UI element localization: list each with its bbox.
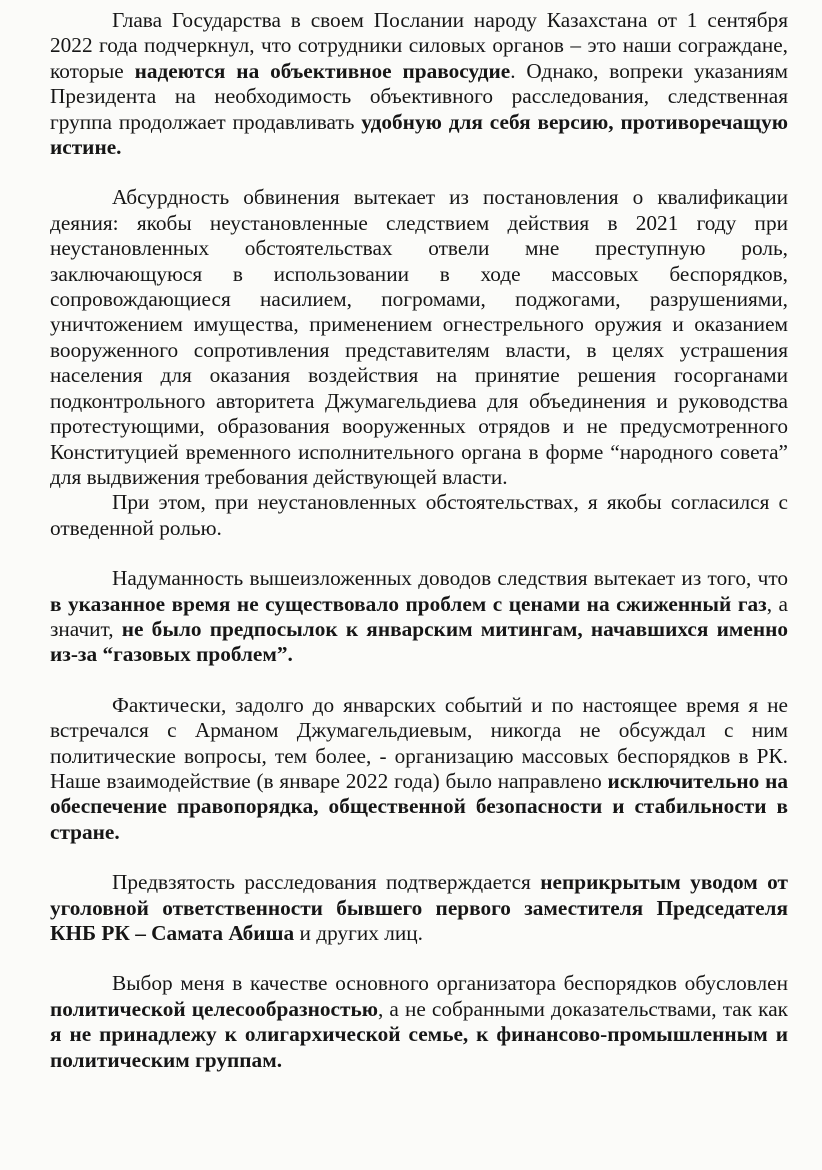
text-run: и других лиц. [294, 921, 423, 945]
paragraph [50, 870, 788, 946]
paragraph [50, 693, 788, 845]
text-run: Абсурдность обвинения вытекает из постановления о квалификации деяния: якобы неустановленные следствием действия в 2021 году при неустановленных обстоятельствах отвели мне преступную роль, заключающуюся в использовании в ходе массовых беспорядков, сопровождающиеся насилием, погромами, поджогами, разрушениями, уничтожением имущества, применением огнестрельного оружия и оказанием вооруженного сопротивления представителям власти, в целях устрашения населения для оказания воздействия на принятие решения госорганами подконтрольного авторитета Джумагельдиева для объединения и руководства протестующими, образования вооруженных отрядов и не предусмотренного Конституцией временного исполнительного органа в форме “народного совета” для выдвижения требования действующей власти. [50, 185, 788, 489]
paragraph [50, 566, 788, 668]
text-run: Фактически, задолго до январских событий и по настоящее время я не встречался с Арманом Джумагельдиевым, никогда не обсуждал с ним политические вопросы, тем более, - организацию массовых беспорядков в РК. Наше взаимодействие (в январе 2022 года) было направлено [50, 692, 788, 793]
paragraph [50, 185, 788, 490]
bold-text-run: исключительно на обеспечение правопорядка, общественной безопасности и стабильности в стране. [50, 768, 788, 844]
bold-text-run: удобную для себя версию, противоречащую истине. [50, 109, 788, 160]
bold-text-run: надеются на объективное правосудие [134, 58, 511, 83]
text-run: . Однако, вопреки указаниям Президента на необходимость объективного расследования, следственная группа продолжает продавливать [50, 58, 789, 134]
text-run: Глава Государства в своем Послании народу Казахстана от 1 сентября 2022 года подчеркнул, что сотрудники силовых органов – это наши сограждане, которые [50, 8, 788, 83]
bold-text-run: неприкрытым уводом от уголовной ответственности бывшего первого заместителя Председателя КНБ РК – Самата Абиша [50, 870, 788, 945]
document-body [50, 8, 788, 1073]
paragraph [50, 971, 788, 1073]
text-run: Надуманность вышеизложенных доводов следствия вытекает из того, что [112, 566, 788, 591]
paragraph [50, 8, 788, 160]
text-run: , а не собранными доказательствами, так как [377, 996, 788, 1021]
text-run: , а значит, [50, 591, 788, 641]
text-run: При этом, при неустановленных обстоятельствах, я якобы согласился с отведенной ролью. [50, 490, 788, 540]
bold-text-run: не было предпосылок к январским митингам, начавшихся именно из-за “газовых проблем”. [50, 616, 789, 667]
bold-text-run: я не принадлежу к олигархической семье, к финансово-промышленным и политическим группам. [50, 1022, 788, 1072]
paragraph [50, 490, 788, 541]
text-run: Выбор меня в качестве основного организатора беспорядков обусловлен [112, 971, 788, 996]
bold-text-run: политической целесообразностью [50, 996, 378, 1021]
bold-text-run: в указанное время не существовало проблем с ценами на сжиженный газ [50, 591, 767, 616]
text-run: Предвзятость расследования подтверждается [112, 870, 541, 895]
